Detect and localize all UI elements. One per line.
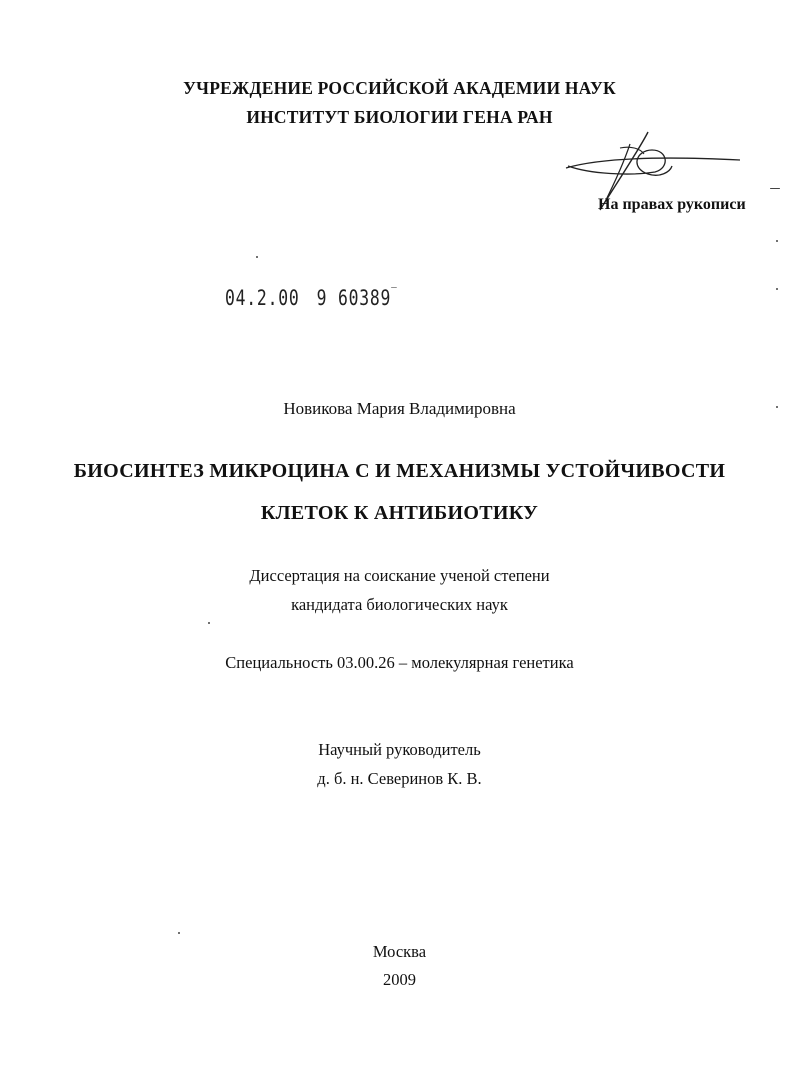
- manuscript-rights-note: На правах рукописи: [598, 196, 746, 213]
- degree-line-1: Диссертация на соискание ученой степени: [249, 566, 550, 585]
- supervisor-label: Научный руководитель: [318, 740, 481, 759]
- scan-speck: [178, 932, 180, 934]
- institution-line-2: ИНСТИТУТ БИОЛОГИИ ГЕНА РАН: [246, 107, 553, 127]
- scan-speck: [776, 288, 778, 290]
- title-line-1: БИОСИНТЕЗ МИКРОЦИНА С И МЕХАНИЗМЫ УСТОЙЧИВОСТИ: [73, 460, 726, 482]
- stamp-code-right: 9 60389: [316, 286, 392, 310]
- institution-line-1: УЧРЕЖДЕНИЕ РОССИЙСКОЙ АКАДЕМИИ НАУК: [183, 78, 616, 98]
- registration-stamp: 04.2.00 9 60389‾: [225, 286, 398, 310]
- scan-speck: [776, 406, 778, 408]
- specialty: Специальность 03.00.26 – молекулярная генетика: [225, 653, 574, 672]
- supervisor-name: д. б. н. Северинов К. В.: [317, 769, 482, 788]
- author-name: Новикова Мария Владимировна: [283, 399, 516, 418]
- scan-speck: [770, 188, 780, 189]
- scan-speck: [256, 256, 258, 258]
- title-line-2: КЛЕТОК К АНТИБИОТИКУ: [260, 502, 539, 524]
- scan-speck: [776, 240, 778, 242]
- year: 2009: [383, 970, 416, 989]
- degree-line-2: кандидата биологических наук: [291, 595, 508, 614]
- scan-speck: [208, 622, 210, 624]
- city: Москва: [372, 942, 427, 961]
- stamp-code-left: 04.2.00: [225, 286, 300, 310]
